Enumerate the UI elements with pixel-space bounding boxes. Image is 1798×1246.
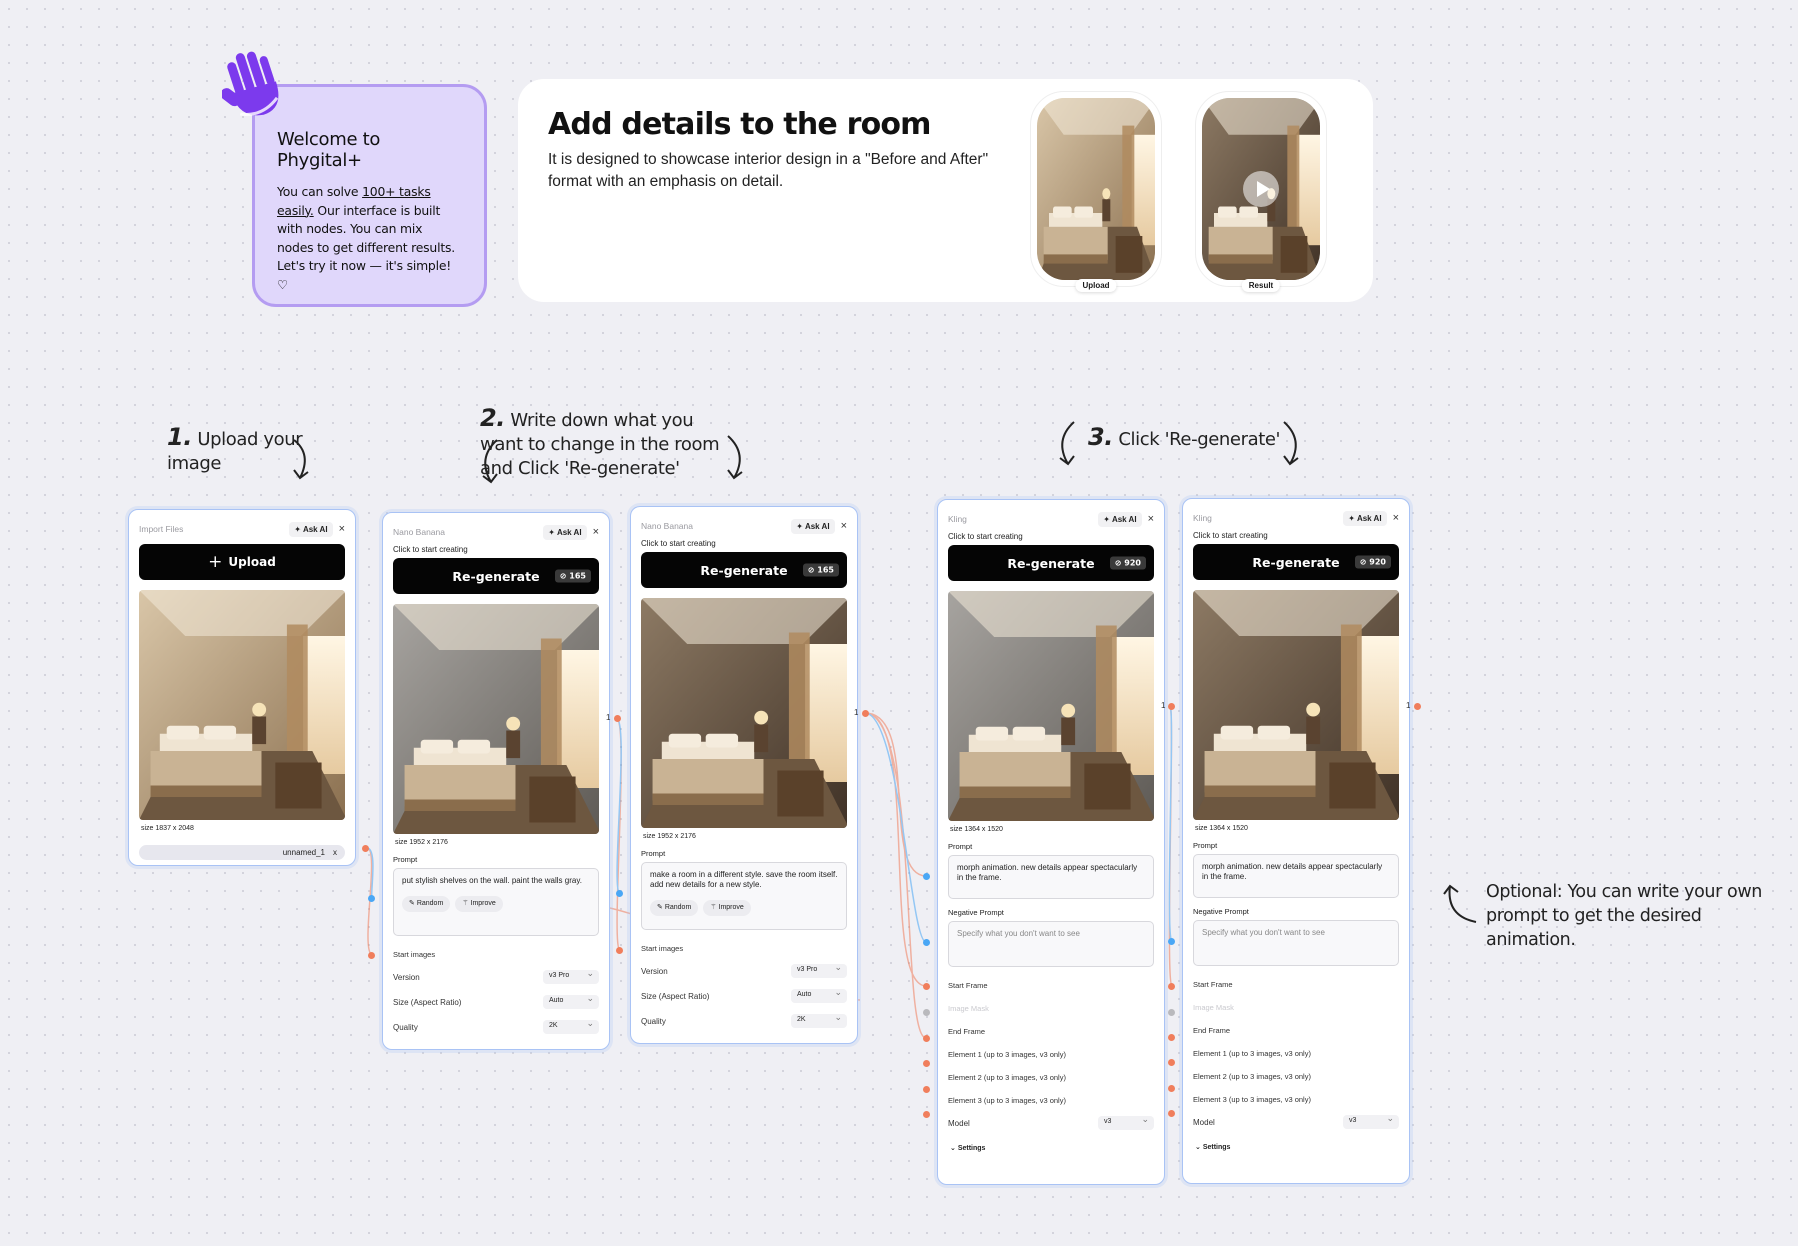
close-icon[interactable]: × <box>1147 513 1154 525</box>
node-title: Kling <box>1193 513 1212 523</box>
output-port[interactable] <box>614 715 621 722</box>
prompt-textarea[interactable] <box>641 862 847 930</box>
ask-ai-label: Ask AI <box>302 524 328 534</box>
end-frame-input: End Frame <box>948 1027 986 1036</box>
element-2-input: Element 2 (up to 3 images, v3 only) <box>948 1073 1066 1082</box>
magic-wand-icon: ⚚ <box>710 904 719 911</box>
regenerate-label: Re-generate <box>1252 554 1340 570</box>
quality-label: Quality <box>393 1022 418 1032</box>
prompt-label: Prompt <box>1193 841 1218 850</box>
import-files-node[interactable] <box>128 509 356 866</box>
pencil-icon: ✎ <box>409 900 417 907</box>
regenerate-button[interactable] <box>1193 544 1399 580</box>
credit-cost-badge <box>1355 556 1391 569</box>
settings-label: Settings <box>1202 1144 1231 1151</box>
coin-icon: ⊘ <box>1359 557 1370 567</box>
input-port[interactable] <box>923 1009 930 1016</box>
close-icon[interactable]: × <box>1392 512 1399 524</box>
input-port[interactable] <box>923 1086 930 1093</box>
input-port[interactable] <box>368 895 375 902</box>
file-name: unnamed_1 <box>282 848 325 857</box>
aspect-label: Size (Aspect Ratio) <box>641 991 710 1001</box>
coin-icon: ⊘ <box>1114 558 1125 568</box>
random-label: Random <box>416 900 444 907</box>
element-3-input: Element 3 (up to 3 images, v3 only) <box>948 1096 1066 1105</box>
negative-prompt-placeholder: Specify what you don't want to see <box>957 929 1080 938</box>
prompt-text: morph animation. new details appear spectacularly in the frame. <box>957 863 1138 882</box>
end-frame-input: End Frame <box>1193 1026 1231 1035</box>
generated-video-frame <box>948 591 1154 821</box>
input-port[interactable] <box>923 1035 930 1042</box>
image-mask-input: Image Mask <box>948 1004 989 1013</box>
close-icon[interactable]: × <box>338 523 345 535</box>
click-to-start-label: Click to start creating <box>393 545 468 554</box>
start-frame-input: Start Frame <box>948 981 988 990</box>
negative-prompt-label: Negative Prompt <box>1193 907 1249 916</box>
step-3-text: Click 'Re-generate' <box>1118 429 1281 450</box>
node-title: Nano Banana <box>393 527 445 537</box>
start-images-input: Start images <box>641 944 684 953</box>
ask-ai-label: Ask AI <box>1111 514 1137 524</box>
model-select[interactable]: v3 ⌄ <box>1343 1115 1399 1129</box>
file-chip <box>139 845 345 860</box>
element-2-input: Element 2 (up to 3 images, v3 only) <box>1193 1072 1311 1081</box>
optional-annotation: Optional: You can write your own prompt to get the desired animation. <box>1486 882 1762 950</box>
pencil-icon: ✎ <box>657 904 665 911</box>
credit-cost-badge <box>1110 557 1146 570</box>
start-frame-input: Start Frame <box>1193 980 1233 989</box>
ask-ai-button[interactable] <box>1098 512 1141 527</box>
step-2-text: Write down what you want to change in the room and Click 'Re-generate' <box>480 410 720 479</box>
close-icon[interactable]: × <box>592 526 599 538</box>
step-2-number: 2. <box>480 404 506 432</box>
nano-banana-node-2[interactable] <box>630 506 858 1044</box>
input-port[interactable] <box>1168 938 1175 945</box>
input-port[interactable] <box>923 873 930 880</box>
chevron-down-icon: ⌄ <box>1195 1144 1203 1151</box>
image-size: size 1952 x 2176 <box>643 833 696 840</box>
kling-node-2[interactable] <box>1182 498 1410 1184</box>
regenerate-label: Re-generate <box>700 562 788 578</box>
sparkle-icon: ✦ <box>796 521 803 531</box>
nano-banana-node-1[interactable] <box>382 512 610 1050</box>
input-port[interactable] <box>616 947 623 954</box>
model-select[interactable]: v3 ⌄ <box>1098 1116 1154 1130</box>
credit-cost: 920 <box>1369 557 1386 567</box>
output-port[interactable] <box>1414 703 1421 710</box>
plus-icon: + <box>208 552 223 572</box>
click-to-start-label: Click to start creating <box>1193 531 1268 540</box>
negative-prompt-textarea[interactable] <box>948 921 1154 967</box>
tasks-link[interactable]: 100+ tasks easily. <box>277 184 431 218</box>
input-port[interactable] <box>1168 1059 1175 1066</box>
credit-cost: 165 <box>817 565 834 575</box>
output-port[interactable] <box>362 845 369 852</box>
settings-label: Settings <box>957 1145 986 1152</box>
generated-image <box>641 598 847 828</box>
prompt-label: Prompt <box>393 855 418 864</box>
kling-node-1[interactable] <box>937 499 1165 1185</box>
prompt-label: Prompt <box>641 849 666 858</box>
regenerate-label: Re-generate <box>452 568 540 584</box>
input-port[interactable] <box>368 952 375 959</box>
negative-prompt-placeholder: Specify what you don't want to see <box>1202 928 1325 937</box>
version-label: Version <box>393 972 420 982</box>
prompt-label: Prompt <box>948 842 973 851</box>
port-number: 1 <box>606 713 611 722</box>
ask-ai-button[interactable] <box>543 525 586 540</box>
output-port[interactable] <box>862 710 869 717</box>
element-1-input: Element 1 (up to 3 images, v3 only) <box>1193 1049 1311 1058</box>
quality-label: Quality <box>641 1016 666 1026</box>
prompt-text: make a room in a different style. save the room itself. add new details for a new style. <box>650 870 838 889</box>
upload-button[interactable] <box>139 544 345 580</box>
sparkle-icon: ✦ <box>1103 514 1110 524</box>
welcome-text-lead: You can solve <box>277 184 363 199</box>
input-port[interactable] <box>923 1111 930 1118</box>
aspect-label: Size (Aspect Ratio) <box>393 997 462 1007</box>
random-button[interactable] <box>650 900 698 916</box>
prompt-text: put stylish shelves on the wall. paint the walls gray. <box>402 876 582 885</box>
credit-cost-badge <box>803 564 839 577</box>
port-number: 1 <box>854 708 859 717</box>
remove-file-button[interactable]: x <box>333 848 337 857</box>
settings-toggle[interactable] <box>950 1144 1154 1152</box>
regenerate-button[interactable] <box>393 558 599 594</box>
step-3-number: 3. <box>1088 423 1114 451</box>
aspect-select[interactable]: Auto ⌄ <box>543 995 599 1009</box>
improve-button[interactable] <box>703 900 751 916</box>
sparkle-icon: ✦ <box>294 524 301 534</box>
step-1-text: Upload your image <box>167 429 303 474</box>
coin-icon: ⊘ <box>559 571 570 581</box>
generated-video-frame <box>1193 590 1399 820</box>
ask-ai-label: Ask AI <box>1356 513 1382 523</box>
image-mask-input: Image Mask <box>1193 1003 1234 1012</box>
input-port[interactable] <box>923 1060 930 1067</box>
quality-select[interactable]: 2K ⌄ <box>543 1020 599 1034</box>
node-title: Nano Banana <box>641 521 693 531</box>
settings-toggle[interactable] <box>1195 1143 1399 1151</box>
ask-ai-button[interactable] <box>289 522 332 537</box>
close-icon[interactable]: × <box>840 520 847 532</box>
image-size: size 1952 x 2176 <box>395 839 448 846</box>
uploaded-image <box>139 590 345 820</box>
input-port[interactable] <box>1168 1110 1175 1117</box>
prompt-textarea[interactable] <box>1193 854 1399 898</box>
input-port[interactable] <box>1168 983 1175 990</box>
input-port[interactable] <box>923 983 930 990</box>
input-port[interactable] <box>1168 1034 1175 1041</box>
regenerate-button[interactable] <box>948 545 1154 581</box>
sparkle-icon: ✦ <box>548 527 555 537</box>
credit-cost-badge <box>555 570 591 583</box>
version-select[interactable]: v3 Pro ⌄ <box>543 970 599 984</box>
ask-ai-button[interactable] <box>1343 511 1386 526</box>
version-label: Version <box>641 966 668 976</box>
model-label: Model <box>1193 1117 1215 1127</box>
regenerate-label: Re-generate <box>1007 555 1095 571</box>
quality-select[interactable]: 2K ⌄ <box>791 1014 847 1028</box>
credit-cost: 920 <box>1124 558 1141 568</box>
upload-label: Upload <box>228 555 276 569</box>
aspect-select[interactable]: Auto ⌄ <box>791 989 847 1003</box>
start-images-input: Start images <box>393 950 436 959</box>
port-number: 1 <box>1406 701 1411 710</box>
image-size: size 1364 x 1520 <box>1195 825 1248 832</box>
input-port[interactable] <box>923 939 930 946</box>
prompt-textarea[interactable] <box>393 868 599 936</box>
improve-label: Improve <box>718 904 744 911</box>
ask-ai-label: Ask AI <box>804 521 830 531</box>
input-port[interactable] <box>1168 1009 1175 1016</box>
node-title: Import Files <box>139 524 184 534</box>
credit-cost: 165 <box>569 571 586 581</box>
hero-title: Add details to the room <box>548 107 931 142</box>
upload-tag: Upload <box>1075 279 1116 292</box>
hero-description: It is designed to showcase interior design in a "Before and After" format with an emphasis on detail. <box>548 151 989 190</box>
image-size: size 1837 x 2048 <box>141 825 194 832</box>
negative-prompt-label: Negative Prompt <box>948 908 1004 917</box>
coin-icon: ⊘ <box>807 565 818 575</box>
result-tag: Result <box>1242 279 1280 292</box>
image-size: size 1364 x 1520 <box>950 826 1003 833</box>
node-title: Kling <box>948 514 967 524</box>
random-button[interactable] <box>402 896 450 912</box>
prompt-textarea[interactable] <box>948 855 1154 899</box>
click-to-start-label: Click to start creating <box>948 532 1023 541</box>
magic-wand-icon: ⚚ <box>462 900 471 907</box>
improve-label: Improve <box>470 900 496 907</box>
negative-prompt-textarea[interactable] <box>1193 920 1399 966</box>
element-1-input: Element 1 (up to 3 images, v3 only) <box>948 1050 1066 1059</box>
random-label: Random <box>664 904 692 911</box>
output-port[interactable] <box>1168 703 1175 710</box>
generated-image <box>393 604 599 834</box>
welcome-title: Welcome to Phygital+ <box>277 129 381 171</box>
version-select[interactable]: v3 Pro ⌄ <box>791 964 847 978</box>
click-to-start-label: Click to start creating <box>641 539 716 548</box>
improve-button[interactable] <box>455 896 503 912</box>
prompt-text: morph animation. new details appear spectacularly in the frame. <box>1202 862 1383 881</box>
port-number: 1 <box>1161 701 1166 710</box>
model-label: Model <box>948 1118 970 1128</box>
welcome-body: Our interface is built with nodes. You can mix nodes to get different results. Let's try it now — it's simple! ♡ <box>277 202 455 292</box>
regenerate-button[interactable] <box>641 552 847 588</box>
step-1-number: 1. <box>167 423 193 451</box>
input-port[interactable] <box>1168 1085 1175 1092</box>
chevron-down-icon: ⌄ <box>950 1145 958 1152</box>
ask-ai-label: Ask AI <box>556 527 582 537</box>
ask-ai-button[interactable] <box>791 519 834 534</box>
element-3-input: Element 3 (up to 3 images, v3 only) <box>1193 1095 1311 1104</box>
input-port[interactable] <box>616 890 623 897</box>
sparkle-icon: ✦ <box>1348 513 1355 523</box>
